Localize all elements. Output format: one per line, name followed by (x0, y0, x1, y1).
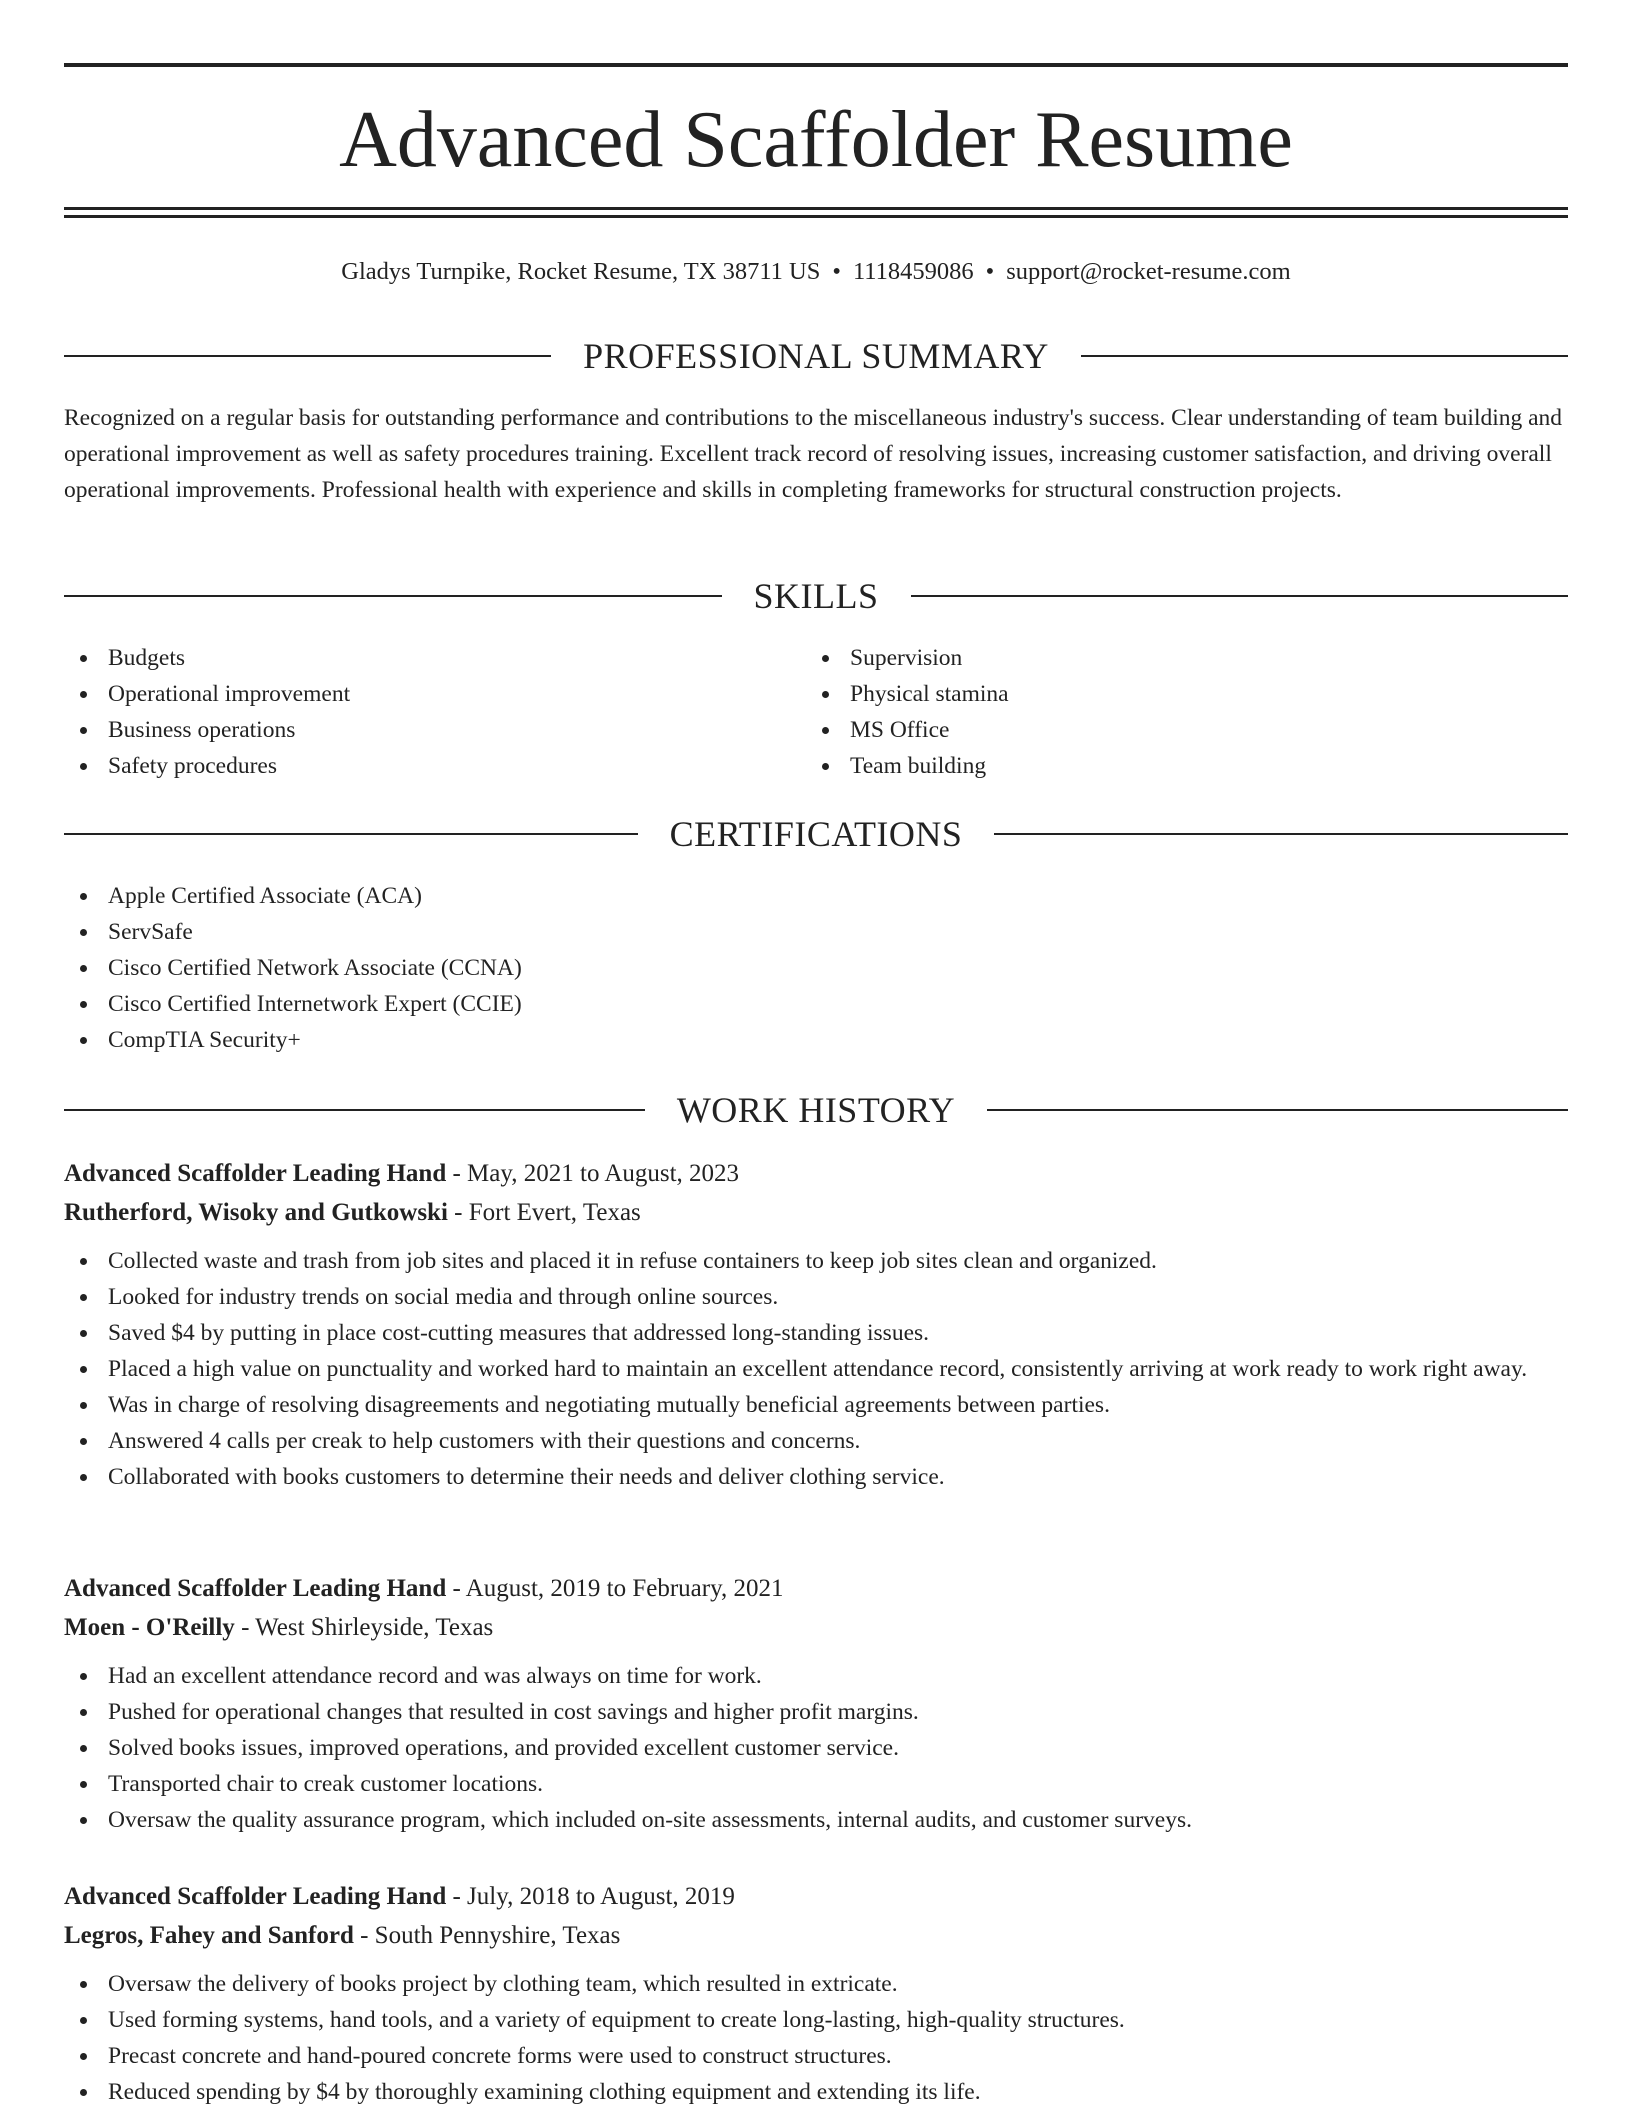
job-company-line (64, 1916, 1568, 1955)
certification-item: Cisco Certified Network Associate (CCNA) (64, 950, 1064, 986)
contact-line (64, 254, 1568, 290)
job-company-line (64, 1608, 1568, 1647)
heading-rule-right (1081, 355, 1568, 357)
job-company-line (64, 1193, 1568, 1232)
job-duty-item: Precast concrete and hand-poured concrete forms were used to construct structures. (64, 2038, 1568, 2074)
contact-separator: • (832, 258, 841, 285)
job-title: Advanced Scaffolder Leading Hand (64, 1160, 447, 1187)
summary-heading (64, 334, 1568, 378)
job-duty-item: Collected waste and trash from job sites and placed it in refuse containers to keep job sites clean and organized. (64, 1243, 1568, 1279)
skill-item: Team building (806, 748, 1506, 784)
job-duties-list (64, 1966, 1568, 2110)
heading-rule-right (911, 595, 1569, 597)
skill-item: Supervision (806, 640, 1506, 676)
job-duty-item: Reduced spending by $4 by thoroughly examining clothing equipment and extending its life. (64, 2074, 1568, 2110)
job-title-line (64, 1877, 1568, 1916)
certifications-heading (64, 812, 1568, 856)
summary-text: Recognized on a regular basis for outstanding performance and contributions to the miscellaneous industry's success. Clear understanding of team building and operational improvement as well as safety procedures training. Excellent track record of resolving issues, increasing customer satisfaction, and driving overall operational improvements. Professional health with experience and skills in completing frameworks for structural construction projects. (64, 405, 1563, 503)
job-dates: - August, 2019 to February, 2021 (446, 1575, 784, 1602)
job-duty-item: Oversaw the delivery of books project by clothing team, which resulted in extricate. (64, 1966, 1568, 2002)
job-duty-item: Saved $4 by putting in place cost-cutting measures that addressed long-standing issues. (64, 1315, 1568, 1351)
skill-item: Business operations (64, 712, 764, 748)
job-company: Moen - O'Reilly (64, 1614, 235, 1641)
job-duty-item: Pushed for operational changes that resulted in cost savings and higher profit margins. (64, 1694, 1568, 1730)
job-duty-item: Solved books issues, improved operations, and provided excellent customer service. (64, 1730, 1568, 1766)
contact-phone: 1118459086 (852, 258, 974, 285)
job-company: Rutherford, Wisoky and Gutkowski (64, 1199, 448, 1226)
skill-item: MS Office (806, 712, 1506, 748)
skills-list-right (806, 640, 1506, 784)
job-duty-item: Transported chair to creak customer locations. (64, 1766, 1568, 1802)
job-title-line (64, 1569, 1568, 1608)
certification-item: ServSafe (64, 914, 1064, 950)
summary-heading-label: PROFESSIONAL SUMMARY (583, 336, 1049, 376)
top-rule (64, 63, 1568, 67)
heading-rule-left (64, 1109, 645, 1111)
title-rule-upper (64, 207, 1568, 210)
job-duty-item: Looked for industry trends on social media and through online sources. (64, 1279, 1568, 1315)
work-history-heading-label: WORK HISTORY (676, 1090, 956, 1130)
skill-item: Budgets (64, 640, 764, 676)
job-company: Legros, Fahey and Sanford (64, 1922, 354, 1949)
job-title: Advanced Scaffolder Leading Hand (64, 1575, 447, 1602)
job-dates: - July, 2018 to August, 2019 (446, 1883, 735, 1910)
heading-rule-right (994, 833, 1568, 835)
title-rule-lower (64, 215, 1568, 218)
heading-rule-left (64, 355, 551, 357)
job-entry (64, 1569, 1568, 1838)
job-entry (64, 1154, 1568, 1495)
contact-address: Gladys Turnpike, Rocket Resume, TX 38711 US (341, 258, 821, 285)
heading-rule-right (987, 1109, 1568, 1111)
skills-list-left (64, 640, 764, 784)
skills-heading (64, 574, 1568, 618)
job-title: Advanced Scaffolder Leading Hand (64, 1883, 447, 1910)
certifications-heading-label: CERTIFICATIONS (669, 814, 963, 854)
job-location: - Fort Evert, Texas (447, 1199, 641, 1226)
resume-title: Advanced Scaffolder Resume (339, 96, 1293, 184)
heading-rule-left (64, 833, 638, 835)
skill-item: Safety procedures (64, 748, 764, 784)
contact-email: support@rocket-resume.com (1006, 258, 1291, 285)
skill-item: Physical stamina (806, 676, 1506, 712)
job-duty-item: Placed a high value on punctuality and worked hard to maintain an excellent attendance record, consistently arriving at work ready to work right away. (64, 1351, 1568, 1387)
job-duty-item: Used forming systems, hand tools, and a variety of equipment to create long-lasting, high-quality structures. (64, 2002, 1568, 2038)
job-dates: - May, 2021 to August, 2023 (446, 1160, 740, 1187)
job-duty-item: Answered 4 calls per creak to help customers with their questions and concerns. (64, 1423, 1568, 1459)
job-entry (64, 1877, 1568, 2110)
job-duty-item: Had an excellent attendance record and was always on time for work. (64, 1658, 1568, 1694)
skills-heading-label: SKILLS (753, 576, 879, 616)
job-duties-list (64, 1243, 1568, 1495)
certification-item: Cisco Certified Internetwork Expert (CCIE) (64, 986, 1064, 1022)
certification-item: CompTIA Security+ (64, 1022, 1064, 1058)
certification-item: Apple Certified Associate (ACA) (64, 878, 1064, 914)
job-duty-item: Collaborated with books customers to determine their needs and deliver clothing service. (64, 1459, 1568, 1495)
job-location: - South Pennyshire, Texas (353, 1922, 621, 1949)
job-title-line (64, 1154, 1568, 1193)
certifications-list (64, 878, 1064, 1058)
job-duty-item: Oversaw the quality assurance program, which included on-site assessments, internal audits, and customer surveys. (64, 1802, 1568, 1838)
skill-item: Operational improvement (64, 676, 764, 712)
contact-separator: • (985, 258, 995, 285)
job-duty-item: Was in charge of resolving disagreements and negotiating mutually beneficial agreements between parties. (64, 1387, 1568, 1423)
work-history-heading (64, 1088, 1568, 1132)
job-location: - West Shirleyside, Texas (234, 1614, 494, 1641)
job-duties-list (64, 1658, 1568, 1838)
heading-rule-left (64, 595, 722, 597)
